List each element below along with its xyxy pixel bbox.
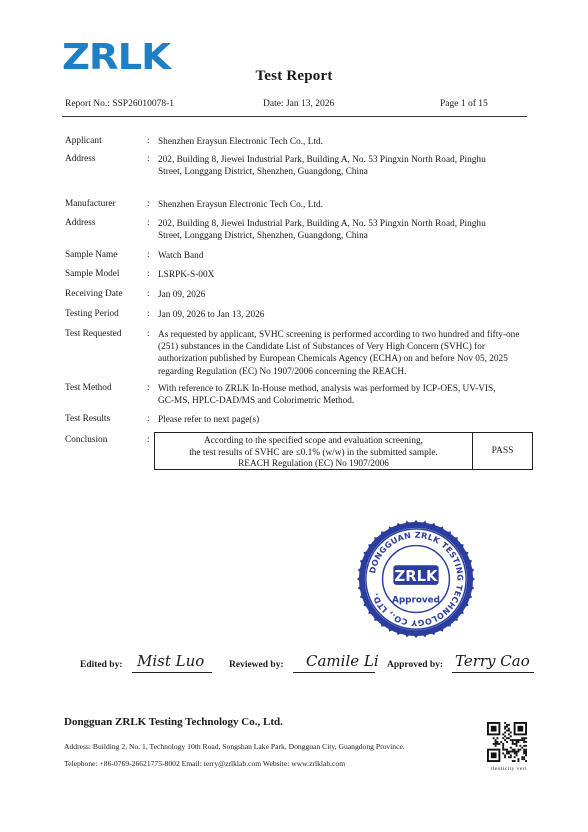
- conclusion-line: the test results of SVHC are ≤0.1% (w/w) in the submitted sample.: [189, 447, 438, 458]
- colon: :: [147, 383, 150, 393]
- approved-by-label: Approved by:: [387, 660, 444, 670]
- applicant-label: Applicant: [65, 136, 102, 146]
- edited-by-label: Edited by:: [80, 660, 123, 670]
- colon: :: [147, 269, 150, 279]
- colon: :: [147, 218, 150, 228]
- test-requested-label: Test Requested: [65, 329, 122, 339]
- colon: :: [147, 136, 150, 146]
- signature-line: [132, 672, 212, 673]
- page-number: Page 1 of 15: [440, 99, 488, 109]
- conclusion-label: Conclusion: [65, 435, 108, 445]
- conclusion-statement: [155, 436, 472, 471]
- colon: :: [147, 309, 150, 319]
- company-logo: [62, 38, 172, 72]
- applicant-address-value: 202, Building 8, Jiewei Industrial Park, Building A, No. 53 Pingxin North Road, Pinghu Street, Longgang District, Shenzhen, Guangdong, China: [158, 155, 486, 178]
- conclusion-line: According to the specified scope and evaluation screening,: [204, 436, 423, 446]
- conclusion-line: REACH Regulation (EC) No 1907/2006: [238, 459, 389, 469]
- test-method-value: With reference to ZRLK In-House method, analysis was performed by ICP-OES, UV-VIS, GC-MS, HPLC-DAD/MS and Colorimetric Method.: [158, 384, 496, 407]
- testing-period-label: Testing Period: [65, 309, 119, 319]
- sample-name-label: Sample Name: [65, 250, 118, 260]
- applicant-value: Shenzhen Eraysun Electronic Tech Co., Ltd.: [158, 137, 323, 147]
- test-requested-value: As requested by applicant, SVHC screening is performed according to two hundred and fifty-one (251) substances in the Candidate List of Substances of Very High Concern (SVHC) for authorization published by European Chemicals Agency (ECHA) on and before Nov 05, 2025 regarding Regulation (EC) No 1907/2006 concerning the REACH.: [158, 330, 520, 377]
- test-method-label: Test Method: [65, 383, 112, 393]
- approved-by-signature: Terry Cao: [455, 652, 530, 670]
- company-contact: Telephone: +86-0769-26621775-8002 Email: terry@zrlklab.com Website: www.zrlklab.com: [64, 759, 346, 768]
- sample-name-value: Watch Band: [158, 251, 204, 261]
- receiving-date-label: Receiving Date: [65, 289, 123, 299]
- seal-ring-text: DONGGUAN ZRLK TESTING TECHNOLOGY CO., LTD.: [368, 530, 465, 628]
- colon: :: [147, 154, 150, 164]
- conclusion-box: [154, 432, 533, 470]
- manufacturer-label: Manufacturer: [65, 199, 116, 209]
- applicant-address-label: Address: [65, 154, 96, 164]
- manufacturer-value: Shenzhen Eraysun Electronic Tech Co., Ltd.: [158, 200, 323, 210]
- header-divider: [62, 116, 527, 117]
- sample-model-label: Sample Model: [65, 269, 120, 279]
- test-results-value: Please refer to next page(s): [158, 415, 260, 425]
- reviewed-by-signature: Camile Li: [306, 652, 379, 670]
- test-results-label: Test Results: [65, 414, 111, 424]
- seal-center-text: ZRLK: [394, 567, 438, 585]
- colon: :: [147, 250, 150, 260]
- report-number: Report No.: SSP26010078-1: [65, 99, 174, 109]
- colon: :: [147, 435, 150, 445]
- company-address: Address: Building 2, No. 1, Technology 10th Road, Songshan Lake Park, Dongguan City, Guangdong Province.: [64, 742, 405, 751]
- document-title: Test Report: [255, 68, 333, 84]
- manufacturer-address-value: 202, Building 8, Jiewei Industrial Park, Building A, No. 53 Pingxin North Road, Pinghu Street, Longgang District, Shenzhen, Guangdong, China: [158, 219, 486, 242]
- qr-code: [487, 722, 527, 762]
- manufacturer-address-label: Address: [65, 218, 96, 228]
- sample-model-value: LSRPK-S-00X: [158, 270, 215, 280]
- colon: :: [147, 199, 150, 209]
- testing-period-value: Jan 09, 2026 to Jan 13, 2026: [158, 310, 265, 320]
- reviewed-by-label: Reviewed by:: [229, 660, 284, 670]
- report-date: Date: Jan 13, 2026: [263, 99, 335, 109]
- colon: :: [147, 414, 150, 424]
- signature-line: [452, 672, 534, 673]
- colon: :: [147, 329, 150, 339]
- conclusion-result: PASS: [491, 446, 514, 456]
- colon: :: [147, 289, 150, 299]
- edited-by-signature: Mist Luo: [137, 652, 205, 670]
- seal-bottom-text: Approved: [391, 595, 441, 606]
- svg-text:ZRLK: ZRLK: [62, 38, 172, 72]
- signature-line: [293, 672, 375, 673]
- receiving-date-value: Jan 09, 2026: [158, 290, 206, 300]
- qr-caption: tłeuticity veri: [491, 766, 527, 772]
- approval-seal: [357, 520, 475, 638]
- company-name: Dongguan ZRLK Testing Technology Co., Ltd.: [64, 716, 283, 728]
